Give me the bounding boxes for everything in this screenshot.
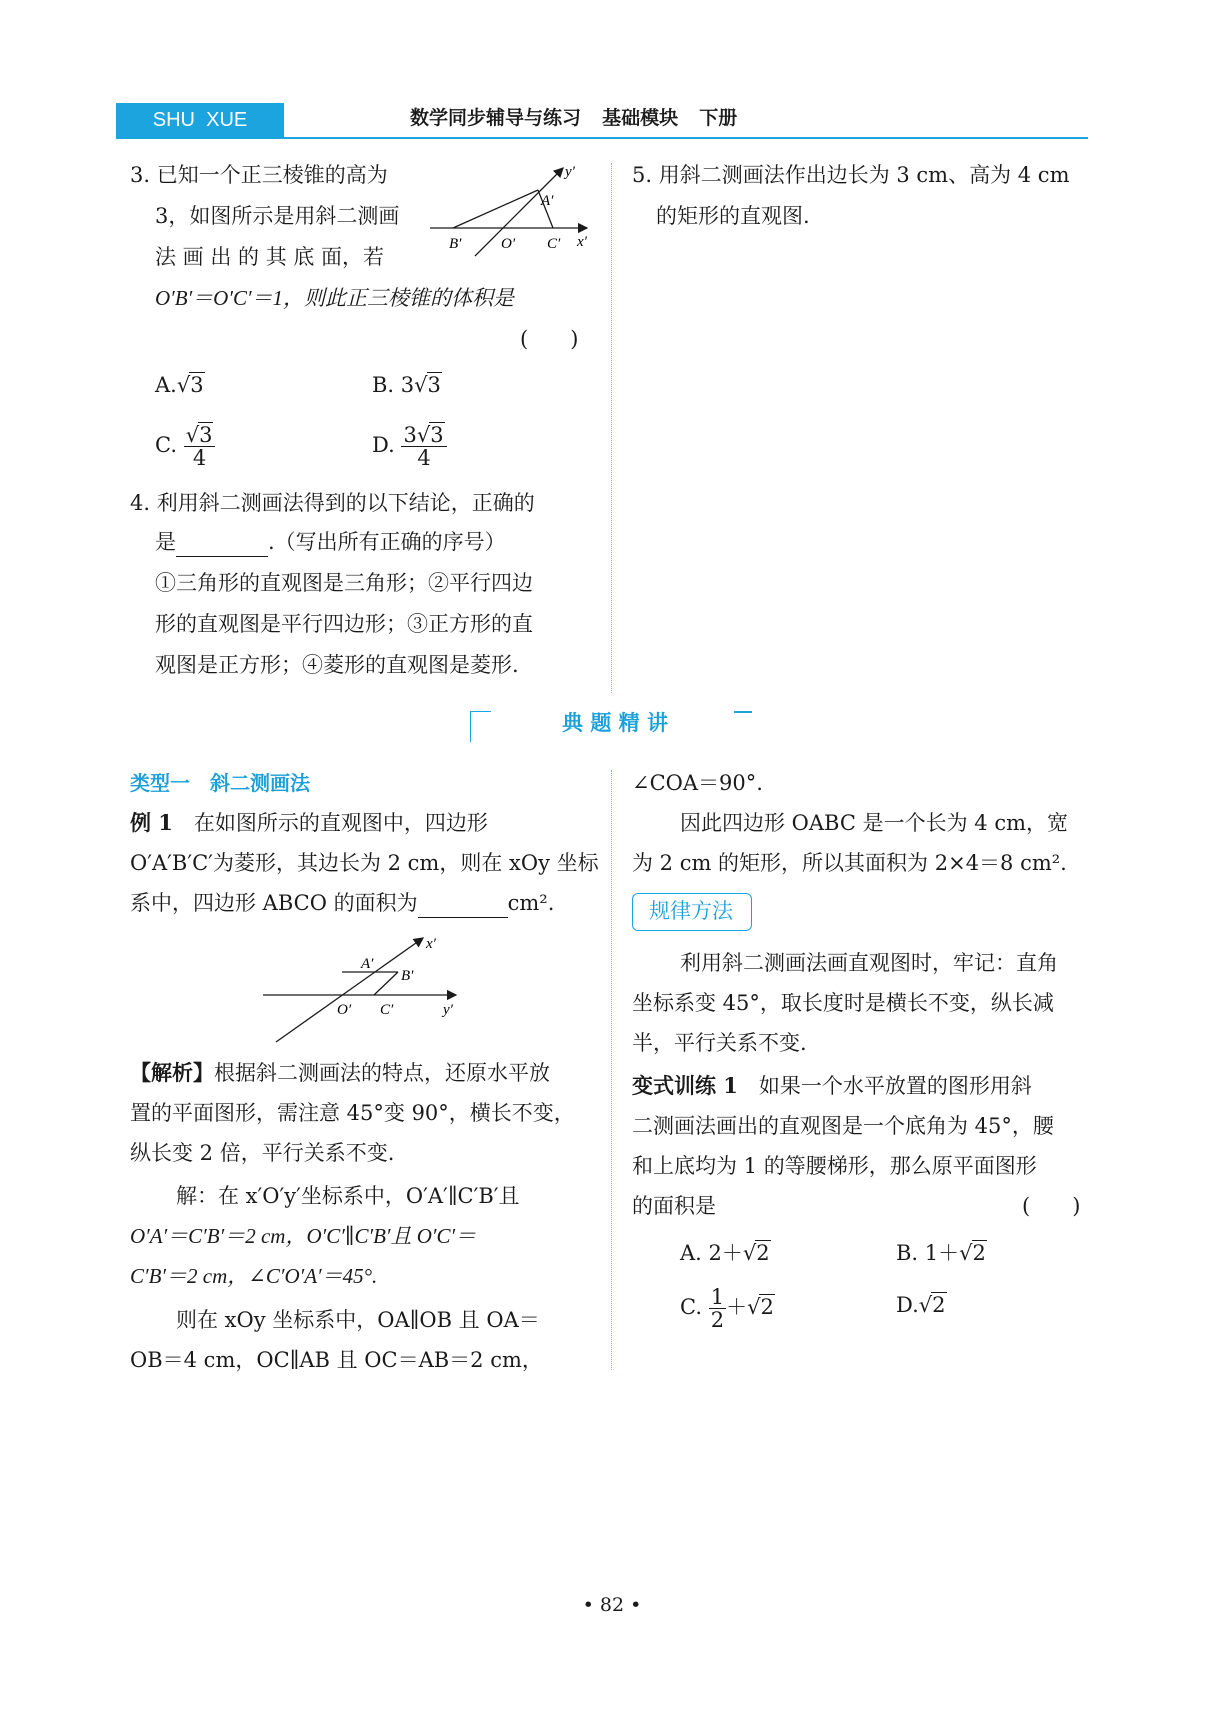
- q4-line-2: 是 .（写出所有正确的序号）: [155, 527, 506, 557]
- q3-line-2: 3，如图所示是用斜二测画: [155, 204, 400, 228]
- type-one-heading: 类型一 斜二测画法: [130, 771, 310, 795]
- q3-fig-label-y: y′: [565, 164, 575, 180]
- section-title: 典 题 精 讲: [562, 711, 668, 735]
- variant-line-4: 的面积是: [632, 1194, 716, 1218]
- analysis-line-1: 【解析】根据斜二测画法的特点，还原水平放: [130, 1060, 550, 1085]
- solution-line-2: 因此四边形 OABC 是一个长为 4 cm，宽: [680, 811, 1069, 835]
- analysis-line-5: O′A′＝C′B′＝2 cm，O′C′∥C′B′且 O′C′＝: [130, 1224, 477, 1248]
- analysis-line-3: 纵长变 2 倍，平行关系不变.: [130, 1141, 395, 1165]
- example-1-fig-label-x: x′: [426, 936, 436, 952]
- q3-option-c[interactable]: C. $\frac{√3}{4}$: [155, 420, 215, 470]
- q4-line-3: ①三角形的直观图是三角形；②平行四边: [155, 571, 533, 595]
- q3-line-3: 法 画 出 的 其 底 面，若: [155, 245, 385, 269]
- example-1-figure: [258, 930, 468, 1050]
- method-line-1: 利用斜二测画法画直观图时，牢记：直角: [680, 951, 1058, 975]
- q3-option-d[interactable]: D. $\frac{3√3}{4}$: [372, 420, 447, 470]
- q4-line-5: 观图是正方形；④菱形的直观图是菱形.: [155, 653, 519, 677]
- example-1-line-1: 例 1 在如图所示的直观图中，四边形: [130, 810, 488, 835]
- analysis-line-2: 置的平面图形，需注意 45°变 90°，横长不变，: [130, 1101, 575, 1125]
- q3-fig-label-b: B′: [449, 236, 462, 252]
- q5-line-1: 5. 用斜二测画法作出边长为 3 cm、高为 4 cm: [632, 163, 1070, 187]
- variant-answer-paren: ( ): [1022, 1194, 1081, 1218]
- example-1-fig-label-c: C′: [380, 1002, 394, 1018]
- example-1-line-3: 系中，四边形 ABCO 的面积为 cm².: [130, 888, 554, 918]
- analysis-line-8: OB＝4 cm，OC∥AB 且 OC＝AB＝2 cm，: [130, 1348, 543, 1372]
- q3-line-4: O′B′＝O′C′＝1，则此正三棱锥的体积是: [155, 286, 515, 310]
- column-divider-top: [611, 163, 612, 693]
- header-title: 数学同步辅导与练习 基础模块 下册: [410, 108, 738, 129]
- header-rule: [116, 137, 1088, 139]
- variant-option-b[interactable]: B. 1＋√2: [896, 1241, 986, 1265]
- analysis-line-7: 则在 xOy 坐标系中，OA∥OB 且 OA＝: [176, 1308, 540, 1332]
- method-line-2: 坐标系变 45°，取长度时是横长不变，纵长减: [632, 991, 1054, 1015]
- q4-answer-blank[interactable]: [176, 532, 268, 557]
- q3-figure: [425, 160, 600, 260]
- example-1-line-2: O′A′B′C′为菱形，其边长为 2 cm，则在 xOy 坐标: [130, 851, 599, 875]
- variant-option-d[interactable]: D.√2: [896, 1293, 946, 1317]
- q3-fig-label-c: C′: [547, 236, 561, 252]
- section-bracket-left: [470, 711, 491, 742]
- example-1-fig-label-o: O′: [337, 1002, 352, 1018]
- q5-line-2: 的矩形的直观图.: [656, 204, 810, 228]
- variant-option-a[interactable]: A. 2＋√2: [680, 1241, 770, 1265]
- q3-fig-label-o: O′: [501, 236, 516, 252]
- page-number: • 82 •: [582, 1594, 642, 1616]
- q3-fig-label-a: A′: [541, 193, 554, 209]
- analysis-line-4: 解：在 x′O′y′坐标系中，O′A′∥C′B′且: [176, 1184, 520, 1208]
- method-line-3: 半，平行关系不变.: [632, 1031, 807, 1055]
- variant-line-1: 变式训练 1 如果一个水平放置的图形用斜: [632, 1073, 1032, 1098]
- q3-line-1: 3. 已知一个正三棱锥的高为: [130, 163, 388, 187]
- q3-option-a[interactable]: A.√3: [155, 373, 204, 397]
- example-1-fig-label-y: y′: [443, 1002, 453, 1018]
- example-1-answer-blank[interactable]: [418, 893, 508, 918]
- column-divider-bottom: [611, 770, 612, 1370]
- example-1-fig-label-a: A′: [361, 956, 374, 972]
- variant-line-2: 二测画法画出的直观图是一个底角为 45°，腰: [632, 1114, 1054, 1138]
- q4-line-1: 4. 利用斜二测画法得到的以下结论，正确的: [130, 491, 535, 515]
- section-bracket-right: [734, 711, 752, 713]
- q3-fig-label-x: x′: [577, 234, 587, 250]
- analysis-line-6: C′B′＝2 cm，∠C′O′A′＝45°.: [130, 1264, 378, 1288]
- header-badge-text: SHU XUE: [152, 109, 248, 131]
- example-1-fig-label-b: B′: [401, 968, 414, 984]
- variant-line-3: 和上底均为 1 的等腰梯形，那么原平面图形: [632, 1154, 1037, 1178]
- q3-answer-paren: ( ): [520, 327, 579, 351]
- variant-option-c[interactable]: C. $\frac{1}{2}$ ＋√2: [680, 1285, 774, 1332]
- solution-line-1: ∠COA＝90°.: [632, 771, 763, 795]
- solution-line-3: 为 2 cm 的矩形，所以其面积为 2×4＝8 cm².: [632, 851, 1067, 875]
- q4-line-4: 形的直观图是平行四边形；③正方形的直: [155, 612, 533, 636]
- q3-option-b[interactable]: B. 3√3: [372, 373, 441, 397]
- method-tag-text: 规律方法: [649, 899, 733, 923]
